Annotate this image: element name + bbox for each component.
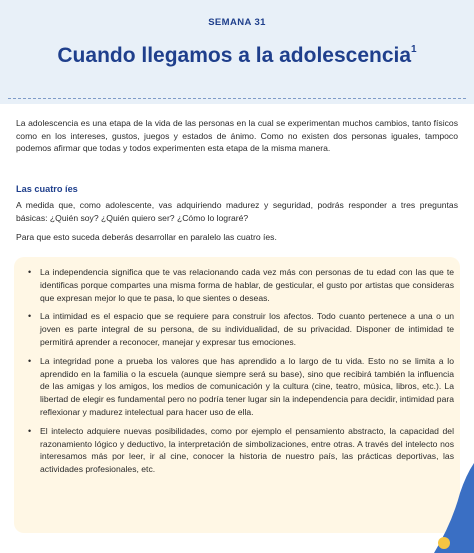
bullet-text: La independencia significa que te vas relacionando cada vez más con personas de tu edad con las que te identificas porque compartes una misma forma de hablar, de gesticular, el gusto por artistas que consideras que expresan mejor lo que te pasa, lo que sientes o deseas.	[40, 267, 454, 303]
bullet-text: La intimidad es el espacio que se requiere para construir los afectos. Todo cuanto pertenece a una o un joven es parte integral de su persona, de su individualidad, de su privacidad. Disponer de intimidad te permitirá aprender a reconocer, manejar y expresar tus emociones.	[40, 311, 454, 347]
bullet-dot-icon: •	[28, 425, 32, 436]
list-item	[14, 310, 454, 348]
bullet-text: El intelecto adquiere nuevas posibilidades, como por ejemplo el pensamiento abstracto, la capacidad del razonamiento lógico y deductivo, la interpretación de simbolizaciones, entre otras. A través del intelecto nos interesamos más por leer, ir al cine, conocer la historia de nuestro país, las prácticas deportivas, las actividades profesionales, etc.	[40, 425, 454, 475]
list-item	[14, 266, 454, 304]
bullet-text: La integridad pone a prueba los valores que has aprendido a lo largo de tu vida. Esto no se limita a lo aprendido en la familia o la escuela (aunque siempre será su base), sino que recibirá también la influencia de las amigas y los amigos, los medios de comunicación y la cultura (cine, teatro, música, libros, etc.). La libertad de elegir es fundamental pero no podría tener lugar sin la independencia para decidir, intimidad para reflexionar y madurez intelectual para hacer uso de ella.	[40, 355, 454, 417]
intro-paragraph: La adolescencia es una etapa de la vida de las personas en la cual se experimentan muchos cambios, tanto físicos como en los intereses, gustos, juegos y estados de ánimo. Como no existen dos personas iguales, tampoco podemos afirmar que todas y todos experimenten esta etapa de la misma manera.	[16, 118, 458, 153]
dashed-divider	[8, 98, 466, 99]
corner-decoration-icon	[414, 463, 474, 553]
section-heading: Las cuatro íes	[16, 184, 78, 194]
bullets-list	[14, 266, 454, 482]
section-paragraph-2: Para que esto suceda deberás desarrollar en paralelo las cuatro íes.	[16, 232, 277, 242]
bullet-dot-icon: •	[28, 311, 32, 322]
page-title	[0, 44, 474, 68]
list-item	[14, 355, 454, 419]
bullet-dot-icon: •	[28, 355, 32, 366]
section-paragraph-1: A medida que, como adolescente, vas adquiriendo madurez y seguridad, podrás responder a tres preguntas básicas: ¿Quién soy? ¿Quién quiero ser? ¿Cómo lo lograré?	[16, 200, 458, 223]
list-item	[14, 425, 454, 476]
title-text: Cuando llegamos a la adolescencia	[57, 44, 412, 67]
title-footnote-mark: 1	[411, 44, 417, 55]
bullet-dot-icon: •	[28, 267, 32, 277]
week-label: SEMANA 31	[208, 17, 266, 28]
